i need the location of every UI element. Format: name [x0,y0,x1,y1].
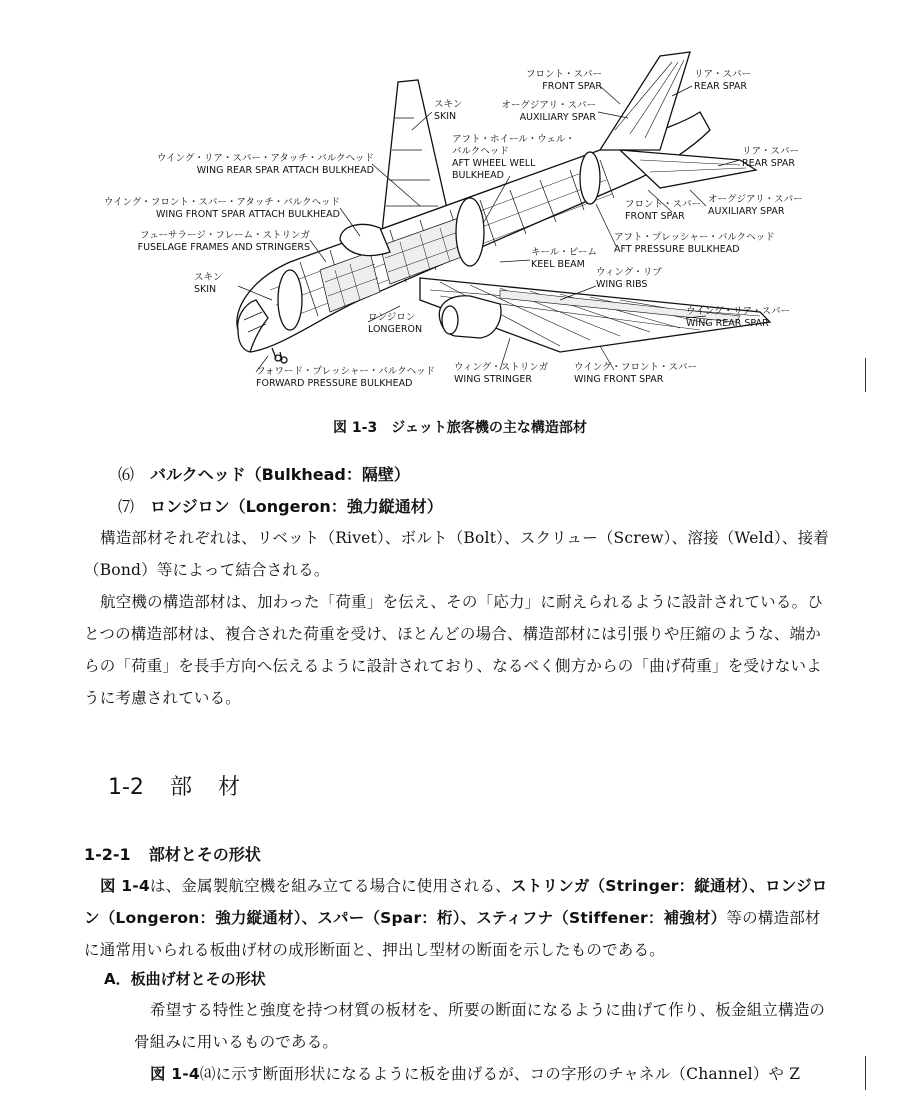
label-fuselage-frames-stringers: フューサラージ・フレーム・ストリンガ FUSELAGE FRAMES AND STRINGERS [137,230,310,253]
label-forward-pressure-bulkhead: フォワード・プレッシャー・バルクヘッド FORWARD PRESSURE BULKHEAD [256,366,436,389]
label-front-spar-mid: フロント・スパー FRONT SPAR [625,199,702,222]
label-wing-rear-spar: ウイング・リア・スパー WING REAR SPAR [686,306,791,329]
margin-rule-top [865,358,866,392]
label-front-spar-top: フロント・スパー FRONT SPAR [525,69,602,92]
list-item: ⑺ ロンジロン（Longeron：強力縦通材） [118,497,443,516]
label-rear-spar-right: リア・スパー REAR SPAR [742,146,800,169]
label-skin-tail: スキン SKIN [434,99,463,122]
margin-rule-bottom [865,1056,866,1090]
label-aft-wheel-well-bulkhead: アフト・ホイール・ウェル・ バルクヘッド AFT WHEEL WELL BULKHEAD [452,134,575,181]
paragraph-load-design: 航空機の構造部材は、加わった「荷重」を伝え、その「応力」に耐えられるように設計されている。ひとつの構造部材は、複合された荷重を受け、ほとんどの場合、構造部材には引張りや圧縮のような、端からの「荷重」を長手方向へ伝えるように設計されており、なるべく側方からの「曲げ荷重」を受けないように考慮されている。 [84,593,823,707]
label-longeron: ロンジロン LONGERON [368,312,423,335]
label-aft-pressure-bulkhead: アフト・プレッシャー・バルクヘッド AFT PRESSURE BULKHEAD [614,232,775,255]
aircraft-structure-figure [0,0,920,400]
paragraph-fastening: 構造部材それぞれは、リベット（Rivet）、ボルト（Bolt）、スクリュー（Screw）、溶接（Weld）、接着（Bond）等によって結合される。 [84,529,829,579]
label-skin-nose: スキン SKIN [194,272,223,295]
list-item: ⑹ バルクヘッド（Bulkhead：隔壁） [118,465,410,484]
label-wing-ribs: ウィング・リブ WING RIBS [596,267,662,290]
label-rear-spar-top: リア・スパー REAR SPAR [694,69,752,92]
label-auxiliary-spar-top: オーグジアリ・スパー AUXILIARY SPAR [501,100,596,123]
paragraph-sheet-metal: 希望する特性と強度を持つ材質の板材を、所要の断面になるように曲げて作り、板金組立構造の骨組みに用いるものである。 [134,1001,826,1051]
label-wing-front-spar-attach-bulkhead: ウイング・フロント・スパー・アタッチ・バルクヘッド WING FRONT SPAR ATTACH BULKHEAD [103,197,340,220]
label-keel-beam: キール・ビーム KEEL BEAM [531,247,597,270]
paragraph-members-shapes: 図 1-4は、金属製航空機を組み立てる場合に使用される、ストリンガ（Stringer：縦通材）、ロンジロン（Longeron：強力縦通材）、スパー（Spar：桁）、スティフナ（Stiffener：補強材）等の構造部材に通常用いられる板曲げ材の成形断面と、押出し型材の断面を示したものである。 [84,877,828,959]
section-heading: 1-2 部 材 [108,775,240,800]
label-auxiliary-spar-right: オーグジアリ・スパー AUXILIARY SPAR [708,194,803,217]
subsection-heading: 1-2-1 部材とその形状 [84,845,261,864]
label-wing-rear-spar-attach-bulkhead: ウイング・リア・スパー・アタッチ・バルクヘッド WING REAR SPAR ATTACH BULKHEAD [156,153,374,176]
label-wing-stringer: ウィング・ストリンガ WING STRINGER [454,362,549,385]
paragraph-figure-ref: 図 1-4⒜に示す断面形状になるように板を曲げるが、コの字形のチャネル（Channel）や Z [150,1065,801,1083]
figure-caption: 図 1-3 ジェット旅客機の主な構造部材 [333,420,587,436]
subsubsection-heading: A．板曲げ材とその形状 [104,970,266,988]
label-wing-front-spar: ウイング・フロント・スパー WING FRONT SPAR [574,362,698,385]
